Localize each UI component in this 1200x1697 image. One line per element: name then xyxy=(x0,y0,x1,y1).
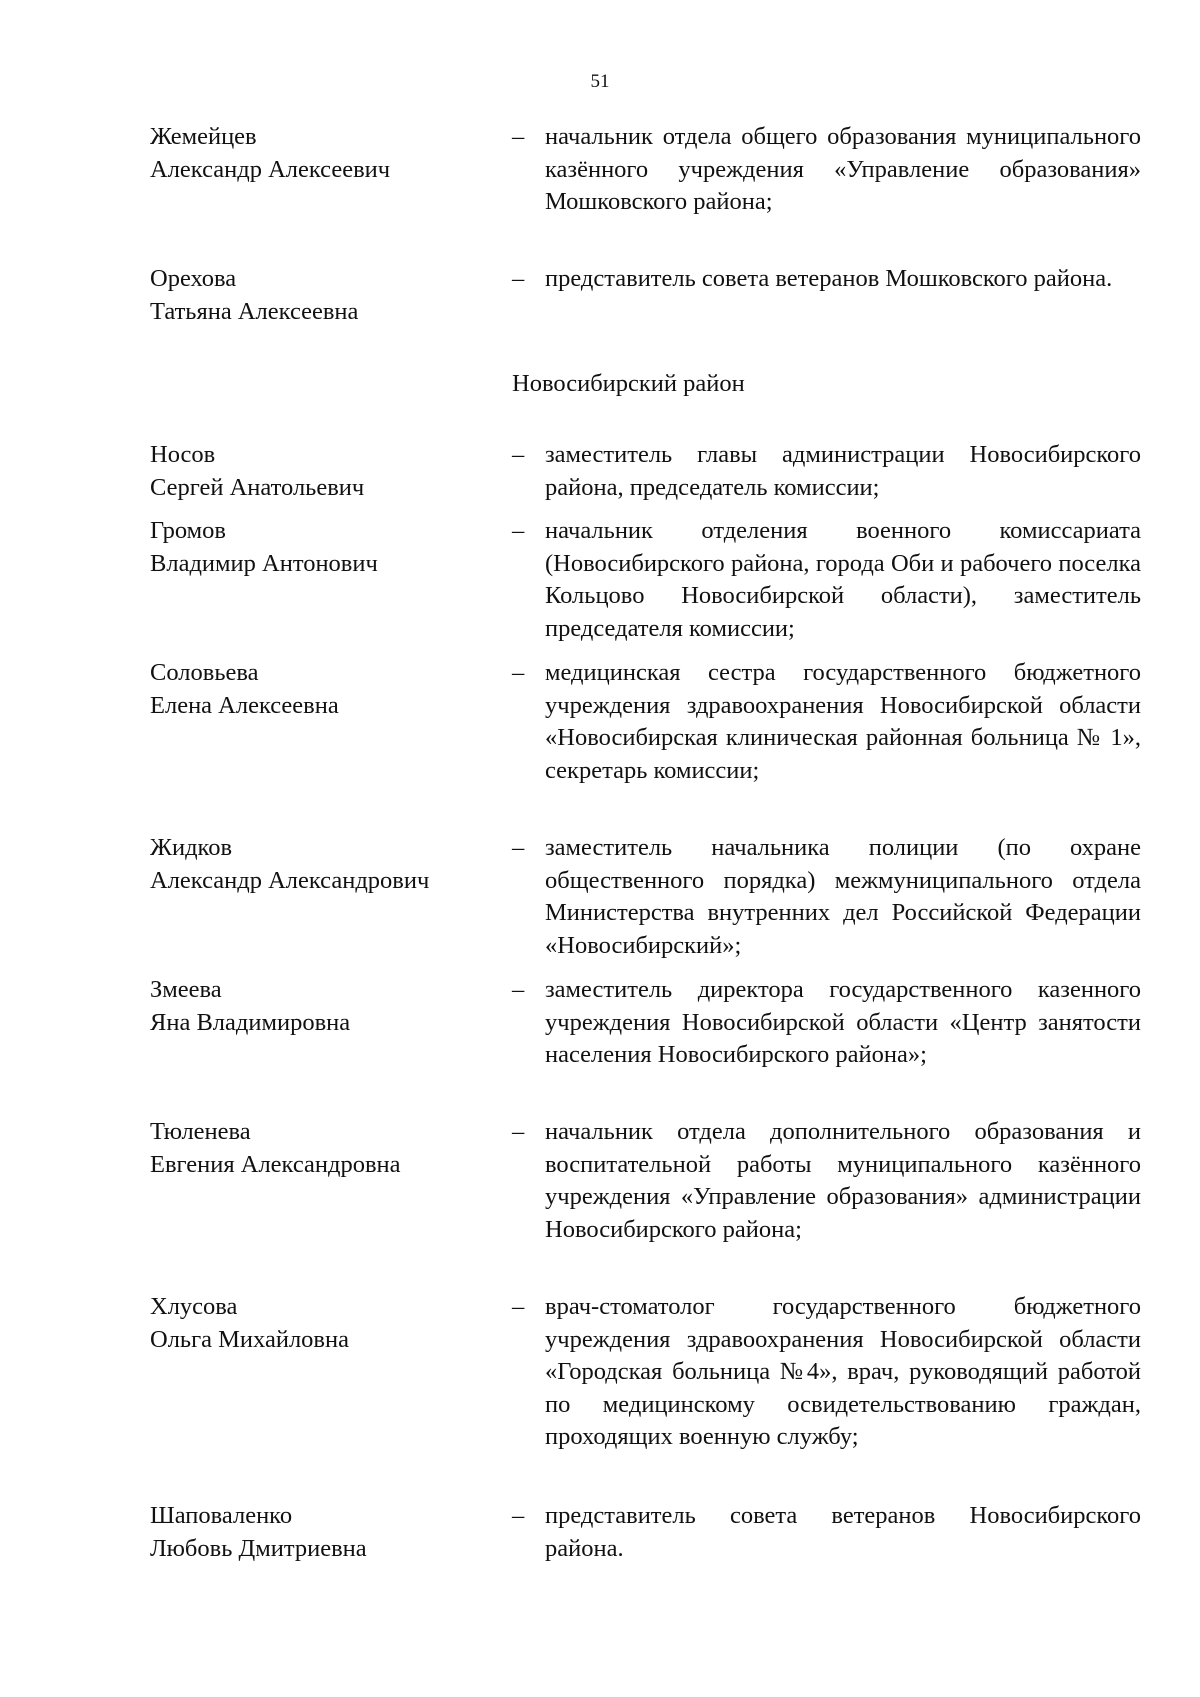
member-name xyxy=(150,1291,490,1356)
dash-separator: – xyxy=(512,517,525,544)
member-name xyxy=(150,121,490,186)
member-role: медицинская сестра государственного бюджетного учреждения здравоохранения Новосибирской области «Новосибирская клиническая районная больница № 1», секретарь комиссии; xyxy=(545,659,1141,784)
member-name xyxy=(150,515,490,580)
member-given-names: Ольга Михайловна xyxy=(150,1325,349,1353)
member-given-names: Татьяна Алексеевна xyxy=(150,297,359,325)
member-role: начальник отдела дополнительного образования и воспитательной работы муниципального казённого учреждения «Управление образования» администрации Новосибирского района; xyxy=(545,1118,1141,1243)
member-role: начальник отдела общего образования муниципального казённого учреждения «Управление образования» Мошковского района; xyxy=(545,123,1141,216)
member-name xyxy=(150,657,490,722)
dash-separator: – xyxy=(512,659,525,686)
dash-separator: – xyxy=(512,265,525,292)
member-surname: Хлусова xyxy=(150,1293,238,1320)
dash-separator: – xyxy=(512,1293,525,1320)
member-role: заместитель главы администрации Новосибирского района, председатель комиссии; xyxy=(545,441,1141,501)
member-role: заместитель директора государственного казенного учреждения Новосибирской области «Центр занятости населения Новосибирского района»; xyxy=(545,976,1141,1069)
section-title: Новосибирский район xyxy=(512,370,745,397)
member-name xyxy=(150,974,490,1039)
member-surname: Шаповаленко xyxy=(150,1502,293,1529)
member-surname: Змеева xyxy=(150,976,222,1003)
member-surname: Соловьева xyxy=(150,659,259,686)
member-name xyxy=(150,832,490,897)
member-name xyxy=(150,439,490,504)
member-name xyxy=(150,1116,490,1181)
member-surname: Жемейцев xyxy=(150,123,257,150)
member-given-names: Евгения Александровна xyxy=(150,1150,401,1178)
member-given-names: Александр Александрович xyxy=(150,866,430,894)
dash-separator: – xyxy=(512,123,525,150)
member-surname: Жидков xyxy=(150,834,233,861)
page-number: 51 xyxy=(590,71,610,92)
member-surname: Тюленева xyxy=(150,1118,251,1145)
member-given-names: Владимир Антонович xyxy=(150,549,378,577)
member-role: начальник отделения военного комиссариата (Новосибирского района, города Оби и рабочего поселка Кольцово Новосибирской области), заместитель председателя комиссии; xyxy=(545,517,1141,642)
member-role: представитель совета ветеранов Мошковского района. xyxy=(545,265,1113,292)
dash-separator: – xyxy=(512,976,525,1003)
member-given-names: Любовь Дмитриевна xyxy=(150,1534,367,1562)
member-role: заместитель начальника полиции (по охране общественного порядка) межмуниципального отдела Министерства внутренних дел Российской Федерации «Новосибирский»; xyxy=(545,834,1141,959)
dash-separator: – xyxy=(512,441,525,468)
member-role: врач-стоматолог государственного бюджетного учреждения здравоохранения Новосибирской области «Городская больница №4», врач, руководящий работой по медицинскому освидетельствованию граждан, проходящих военную службу; xyxy=(545,1293,1141,1451)
member-given-names: Яна Владимировна xyxy=(150,1008,351,1036)
member-given-names: Александр Алексеевич xyxy=(150,155,391,183)
member-given-names: Елена Алексеевна xyxy=(150,691,339,719)
member-name xyxy=(150,1500,490,1565)
dash-separator: – xyxy=(512,1502,525,1529)
member-name xyxy=(150,263,490,328)
member-surname: Орехова xyxy=(150,265,237,292)
dash-separator: – xyxy=(512,1118,525,1145)
dash-separator: – xyxy=(512,834,525,861)
member-surname: Громов xyxy=(150,517,226,544)
member-surname: Носов xyxy=(150,441,216,468)
member-role: представитель совета ветеранов Новосибирского района. xyxy=(545,1502,1141,1562)
member-given-names: Сергей Анатольевич xyxy=(150,473,365,501)
